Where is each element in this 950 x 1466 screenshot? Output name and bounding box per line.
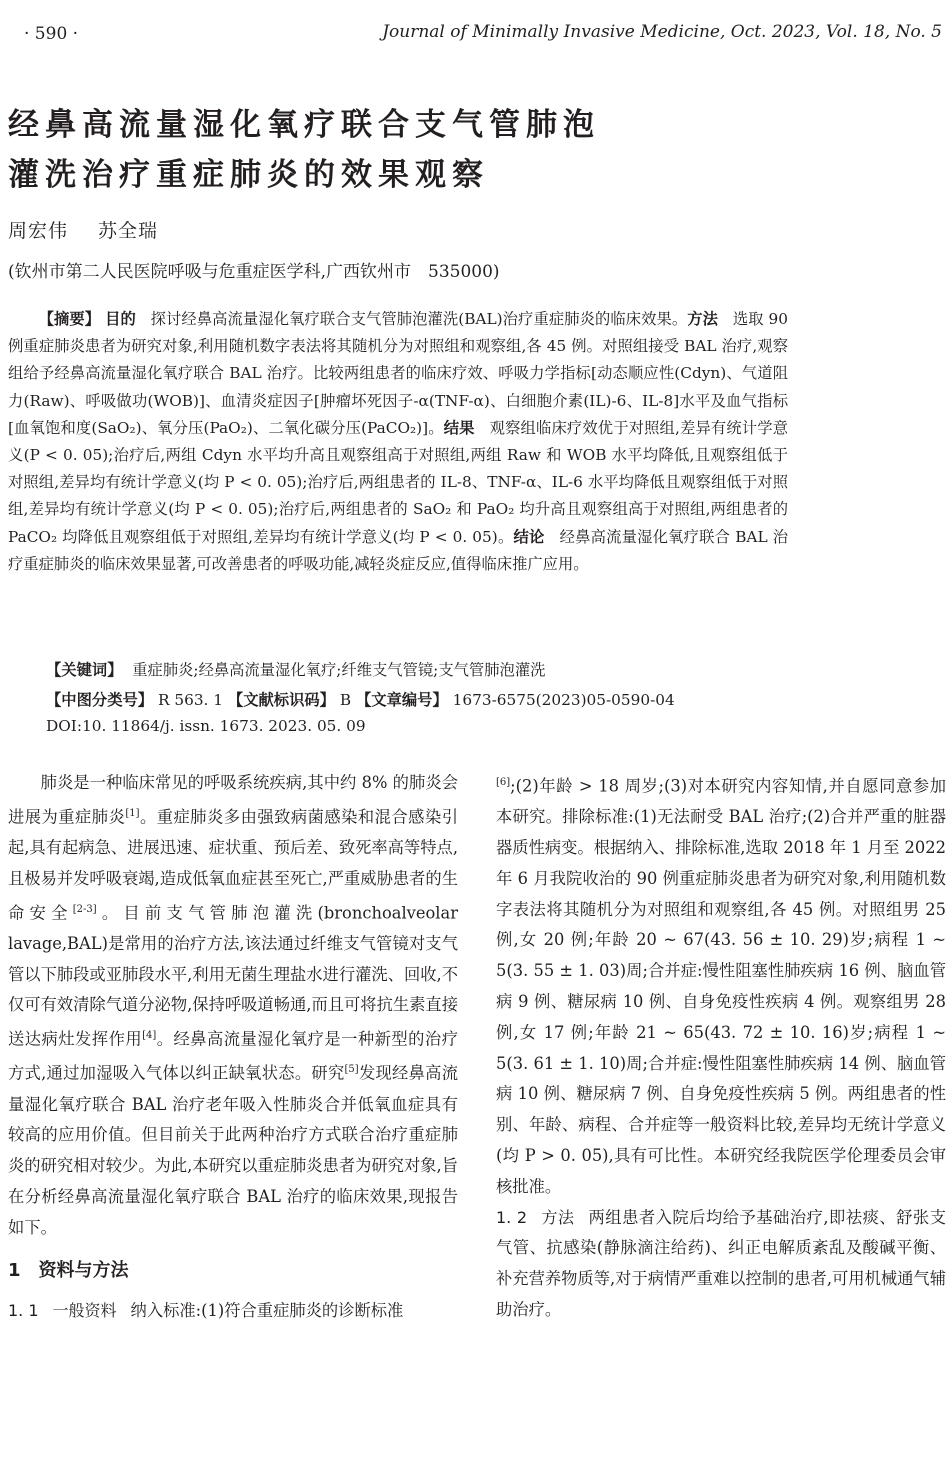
subsection-title: 一般资料 (52, 1301, 117, 1321)
intro-text: 肺炎是一种临床常见的呼吸系统疾病,其中约 8% 的肺炎会进展为重症肺炎 (8, 773, 458, 827)
subsection-number: 1. 2 (496, 1207, 528, 1227)
class-value: R 563. 1 (157, 691, 224, 709)
citation: [4] (142, 1030, 157, 1042)
subsection-number: 1. 1 (8, 1301, 39, 1321)
title-line-2: 灌洗治疗重症肺炎的效果观察 (8, 157, 489, 193)
left-column (8, 768, 458, 1327)
citation: [1] (125, 807, 140, 819)
citation: [6] (496, 777, 511, 788)
doc-code-value: B (339, 691, 352, 709)
doc-code-label: 【文献标识码】 (227, 691, 335, 709)
subsection-title: 方法 (541, 1207, 575, 1227)
right-column (496, 768, 946, 1326)
intro-paragraph (8, 768, 458, 1244)
page-number: · 590 · (24, 24, 79, 44)
title-line-1: 经鼻高流量湿化氧疗联合支气管肺泡 (8, 107, 600, 143)
doi: DOI:10. 11864/j. issn. 1673. 2023. 05. 09 (46, 717, 366, 735)
citation: [5] (344, 1064, 359, 1076)
keywords-label: 【关键词】 (46, 661, 123, 679)
methods-text: ;(2)年龄 > 18 周岁;(3)对本研究内容知情,并自愿同意参加本研究。排除标准:(1)无法耐受 BAL 治疗;(2)合并严重的脏器器质性病变。根据纳入、排除标准,选取 2018 年 1 月至 2022 年 6 月我院收治的 90 例重症肺炎患者为研究对象,利用随机数字表法将其随机分为对照组和观察组,各 45 例。对照组男 25 例,女 20 例;年龄 20 ~ 67(43. 56 ± 10. 29)岁;病程 1 ~ 5(3. 55 ± 1. 03)周;合并症:慢性阻塞性肺疾病 16 例、脑血管病 9 例、糖尿病 10 例、自身免疫性疾病 4 例。观察组男 28 例,女 17 例;年龄 21 ~ 65(43. 72 ± 10. 16)岁;病程 1 ~ 5(3. 61 ± 1. 10)周;合并症:慢性阻塞性肺疾病 14 例、脑血管病 10 例、糖尿病 7 例、自身免疫性疾病 5 例。两组患者的性别、年龄、病程、合并症等一般资料比较,差异均无统计学意义(均 P > 0. 05),具有可比性。本研究经我院医学伦理委员会审核批准。 (496, 776, 946, 1196)
author-name: 苏全瑞 (98, 220, 159, 242)
method-text: 选取 90 例重症肺炎患者为研究对象,利用随机数字表法将其随机分为对照组和观察组,各 45 例。对照组接受 BAL 治疗,观察组给予经鼻高流量湿化氧疗联合 BAL 治疗。比较两组患者的临床疗效、呼吸力学指标[动态顺应性(Cdyn)、气道阻力(Raw)、呼吸做功(WOB)]、血清炎症因子[肿瘤坏死因子-α(TNF-α)、白细胞介素(IL)-6、IL-8]水平及血气指标[血氧饱和度(SaO₂)、氧分压(PaO₂)、二氧化碳分压(PaCO₂)]。 (8, 310, 788, 437)
methods-paragraph (8, 1296, 458, 1327)
methods-paragraph (496, 1203, 946, 1326)
result-label: 结果 (443, 418, 475, 437)
intro-text: 。经鼻高流量湿化氧疗是一种新型的治疗方式,通过加湿吸入气体以纠正缺氧状态。研究 (8, 1029, 458, 1083)
conclusion-text: 经鼻高流量湿化氧疗联合 BAL 治疗重症肺炎的临床效果显著,可改善患者的呼吸功能,减轻炎症反应,值得临床推广应用。 (8, 527, 789, 573)
abstract-label: 【摘要】 (38, 310, 101, 328)
abstract (8, 306, 788, 578)
affiliation: (钦州市第二人民医院呼吸与危重症医学科,广西钦州市 535000) (8, 262, 500, 282)
intro-text: 。目前支气管肺泡灌洗(bronchoalveolar lavage,BAL)是常用的治疗方法,该法通过纤维支气管镜对支气管以下肺段或亚肺段水平,利用无菌生理盐水进行灌洗、回收,不仅可有效清除气道分泌物,保持呼吸道畅通,而且可将抗生素直接送达病灶发挥作用 (8, 903, 458, 1049)
intro-text: 。重症肺炎多由强致病菌感染和混合感染引起,具有起病急、进展迅速、症状重、预后差、致死率高等特点,且极易并发呼吸衰竭,造成低氧血症甚至死亡,严重威胁患者的生命安全 (8, 807, 458, 923)
class-label: 【中图分类号】 (46, 691, 154, 709)
journal-header: Journal of Minimally Invasive Medicine, Oct. 2023, Vol. 18, No. 5 (382, 22, 942, 42)
methods-text: 纳入标准:(1)符合重症肺炎的诊断标准 (130, 1301, 404, 1321)
methods-text: 两组患者入院后均给予基础治疗,即祛痰、舒张支气管、抗感染(静脉滴注给药)、纠正电解质紊乱及酸碱平衡、补充营养物质等,对于病情严重难以控制的患者,可用机械通气辅助治疗。 (496, 1207, 946, 1319)
authors (8, 216, 158, 243)
section-heading: 1 资料与方法 (8, 1259, 129, 1281)
article-title (8, 100, 600, 200)
article-number-label: 【文章编号】 (355, 691, 448, 709)
objective-text: 探讨经鼻高流量湿化氧疗联合支气管肺泡灌洗(BAL)治疗重症肺炎的临床效果。 (150, 310, 688, 328)
classification (46, 688, 675, 710)
methods-paragraph-cont (496, 768, 946, 1203)
conclusion-label: 结论 (513, 527, 545, 546)
method-label: 方法 (687, 310, 718, 328)
objective-label: 目的 (105, 310, 136, 328)
keywords (46, 658, 545, 680)
result-text: 观察组临床疗效优于对照组,差异有统计学意义(P < 0. 05);治疗后,两组 Cdyn 水平均升高且观察组高于对照组,两组 Raw 和 WOB 水平均降低,且观察组低于对照组,差异均有统计学意义(均 P < 0. 05);治疗后,两组患者的 IL-8、TNF-α、IL-6 水平均降低且观察组低于对照组,差异均有统计学意义(均 P < 0. 05);治疗后,两组患者的 SaO₂ 和 PaO₂ 均升高且观察组高于对照组,两组患者的 PaCO₂ 均降低且观察组低于对照组,差异均有统计学意义(均 P < 0. 05)。 (8, 418, 788, 546)
author-name: 周宏伟 (8, 220, 69, 242)
intro-text: 发现经鼻高流量湿化氧疗联合 BAL 治疗老年吸入性肺炎合并低氧血症具有较高的应用价值。但目前关于此两种治疗方式联合治疗重症肺炎的研究相对较少。为此,本研究以重症肺炎患者为研究对象,旨在分析经鼻高流量湿化氧疗联合 BAL 治疗的临床效果,现报告如下。 (8, 1063, 458, 1237)
article-number-value: 1673-6575(2023)05-0590-04 (452, 691, 675, 709)
citation: [2-3] (72, 903, 97, 915)
keywords-text: 重症肺炎;经鼻高流量湿化氧疗;纤维支气管镜;支气管肺泡灌洗 (132, 661, 546, 679)
